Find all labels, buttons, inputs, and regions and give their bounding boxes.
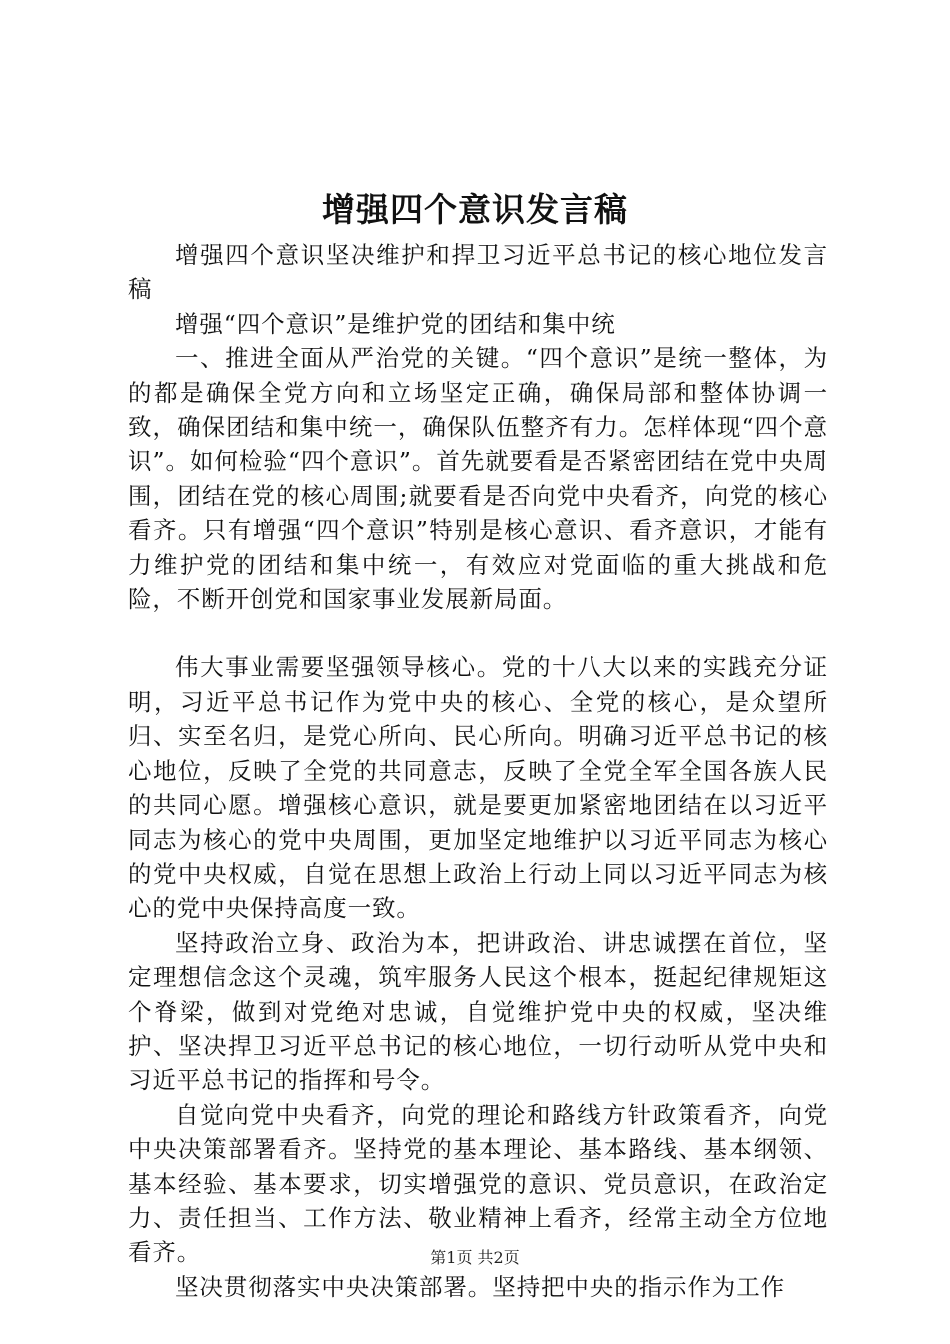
paragraph-4: 伟大事业需要坚强领导核心。党的十八大以来的实践充分证明，习近平总书记作为党中央的核心、全党的核心，是众望所归、实至名归，是党心所向、民心所向。明确习近平总书记的核心地位，反映了全党的共同意志，反映了全党全军全国各族人民的共同心愿。增强核心意识，就是要更加紧密地团结在以习近平同志为核心的党中央周围，更加坚定地维护以习近平同志为核心的党中央权威，自觉在思想上政治上行动上同以习近平同志为核心的党中央保持高度一致。	[128, 653, 828, 923]
paragraph-7: 坚决贯彻落实中央决策部署。坚持把中央的指示作为工作	[175, 1272, 785, 1301]
paragraph-3: 一、推进全面从严治党的关键。“四个意识”是统一整体，为的都是确保全党方向和立场坚定正确，确保局部和整体协调一致，确保团结和集中统一，确保队伍整齐有力。怎样体现“四个意识”。如何检验“四个意识”。首先就要看是否紧密团结在党中央周围，团结在党的核心周围;就要看是否向党中央看齐，向党的核心看齐。只有增强“四个意识”特别是核心意识、看齐意识，才能有力维护党的团结和集中统一，有效应对党面临的重大挑战和危险，不断开创党和国家事业发展新局面。	[128, 344, 828, 614]
paragraph-1: 增强四个意识坚决维护和捍卫习近平总书记的核心地位发言稿	[128, 241, 828, 304]
document-title: 增强四个意识发言稿	[322, 190, 628, 229]
paragraph-2: 增强“四个意识”是维护党的团结和集中统	[175, 309, 616, 338]
document-body	[128, 238, 828, 1304]
paragraph-5: 坚持政治立身、政治为本，把讲政治、讲忠诚摆在首位，坚定理想信念这个灵魂，筑牢服务人民这个根本，挺起纪律规矩这个脊梁，做到对党绝对忠诚，自觉维护党中央的权威，坚决维护、坚决捍卫习近平总书记的核心地位，一切行动听从党中央和习近平总书记的指挥和号令。	[128, 928, 828, 1095]
page-number-footer: 第1页 共2页	[430, 1248, 520, 1267]
paragraph-6: 自觉向党中央看齐，向党的理论和路线方针政策看齐，向党中央决策部署看齐。坚持党的基本理论、基本路线、基本纲领、基本经验、基本要求，切实增强党的意识、党员意识，在政治定力、责任担当、工作方法、敬业精神上看齐，经常主动全方位地看齐。	[128, 1100, 828, 1267]
